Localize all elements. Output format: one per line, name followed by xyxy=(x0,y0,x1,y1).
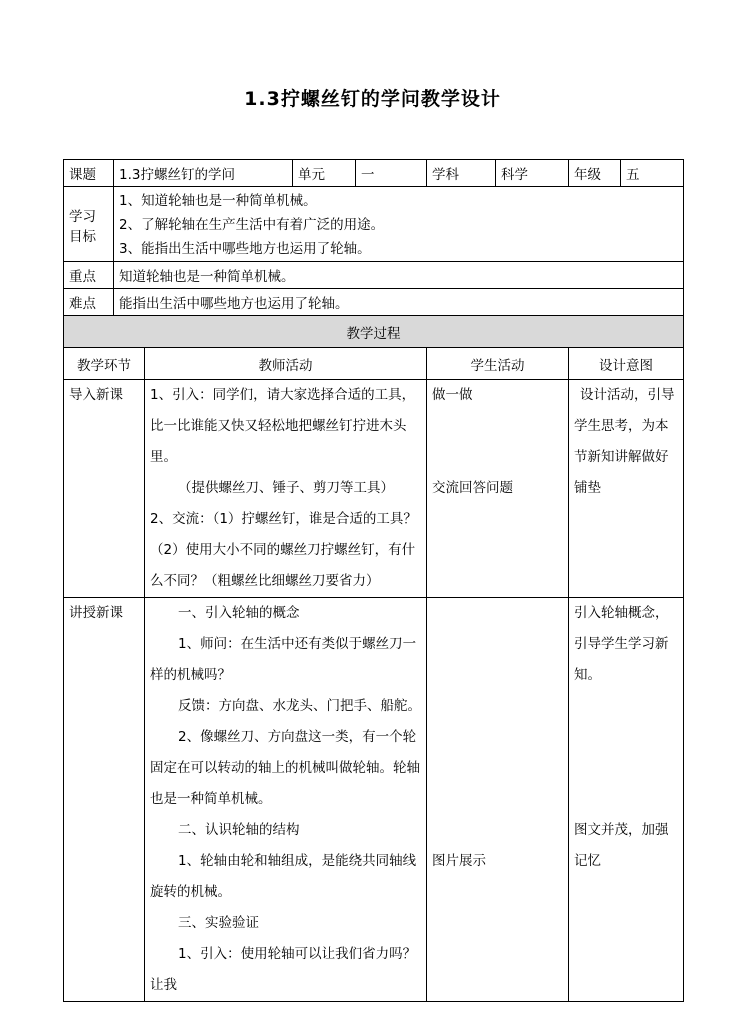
teacher-paragraph: 1、师问：在生活中还有类似于螺丝刀一样的机械吗？ xyxy=(150,636,417,683)
column-header-student: 学生活动 xyxy=(427,348,569,380)
grade-label: 年级 xyxy=(569,160,621,187)
student-activity-cell xyxy=(427,380,569,598)
teacher-paragraph: 一、引入轮轴的概念 xyxy=(178,605,300,621)
teacher-paragraph: （提供螺丝刀、锤子、剪刀等工具） xyxy=(178,480,394,496)
teacher-paragraph: 反馈：方向盘、水龙头、门把手、船舵。 xyxy=(178,698,421,714)
unit-value: 一 xyxy=(356,160,427,187)
teacher-paragraph: 三、实验验证 xyxy=(178,915,259,931)
column-header-teacher: 教师活动 xyxy=(145,348,427,380)
teacher-paragraph: 1、引入：使用轮轴可以让我们省力吗？让我 xyxy=(150,946,417,993)
teacher-paragraph: 2、像螺丝刀、方向盘这一类，有一个轮固定在可以转动的轴上的机械叫做轮轴。轮轴也是一种简单机械。 xyxy=(150,729,420,807)
document-title: 1.3拧螺丝钉的学问教学设计 xyxy=(244,88,501,110)
column-header-intent: 设计意图 xyxy=(569,348,684,380)
goals-label-line-2: 目标 xyxy=(69,229,96,245)
student-activity: 图片展示 xyxy=(432,853,487,869)
teacher-paragraph: 二、认识轮轴的结构 xyxy=(178,822,300,838)
table-row xyxy=(64,380,684,598)
key-point-value: 知道轮轴也是一种简单机械。 xyxy=(114,262,684,289)
student-activity: 做一做 xyxy=(432,387,473,403)
subject-value: 1.3拧螺丝钉的学问 xyxy=(114,160,293,187)
teacher-activity-cell xyxy=(145,598,427,1002)
teacher-paragraph: 2、交流：（1）拧螺丝钉，谁是合适的工具？（2）使用大小不同的螺丝刀拧螺丝钉，有什么不同？（粗螺丝比细螺丝刀要省力） xyxy=(150,511,417,589)
difficulty-row xyxy=(64,289,684,316)
key-point-label: 重点 xyxy=(64,262,114,289)
intent-paragraph: 图文并茂，加强记忆 xyxy=(574,822,669,869)
goal-item: 1、知道轮轴也是一种简单机械。 xyxy=(119,193,317,209)
goals-label xyxy=(64,187,114,262)
key-point-row xyxy=(64,262,684,289)
teacher-paragraph: 1、轮轴由轮和轴组成，是能绕共同轴线旋转的机械。 xyxy=(150,853,417,900)
grade-value: 五 xyxy=(621,160,684,187)
goal-item: 2、了解轮轴在生产生活中有着广泛的用途。 xyxy=(119,217,385,233)
table-row xyxy=(64,598,684,1002)
stage-cell: 导入新课 xyxy=(64,380,145,598)
intent-paragraph: 引入轮轴概念，引导学生学习新知。 xyxy=(574,605,669,683)
goals-row xyxy=(64,187,684,262)
subject-label: 课题 xyxy=(64,160,114,187)
info-row xyxy=(64,160,684,187)
process-header: 教学过程 xyxy=(64,316,684,348)
lesson-plan-table xyxy=(63,159,684,1002)
goals-list xyxy=(114,187,684,262)
difficulty-label: 难点 xyxy=(64,289,114,316)
stage-cell: 讲授新课 xyxy=(64,598,145,1002)
teacher-paragraph: 1、引入：同学们，请大家选择合适的工具，比一比谁能又快又轻松地把螺丝钉拧进木头里。 xyxy=(150,387,416,465)
student-activity: 交流回答问题 xyxy=(432,480,514,496)
discipline-label: 学科 xyxy=(427,160,496,187)
intent-cell: 设计活动，引导学生思考，为本节新知讲解做好铺垫 xyxy=(569,380,684,598)
teacher-activity-cell xyxy=(145,380,427,598)
goals-label-line-1: 学习 xyxy=(69,209,96,225)
unit-label: 单元 xyxy=(293,160,356,187)
column-header-row xyxy=(64,348,684,380)
process-header-row xyxy=(64,316,684,348)
intent-cell xyxy=(569,598,684,1002)
discipline-value: 科学 xyxy=(496,160,569,187)
difficulty-value: 能指出生活中哪些地方也运用了轮轴。 xyxy=(114,289,684,316)
goal-item: 3、能指出生活中哪些地方也运用了轮轴。 xyxy=(119,241,371,257)
student-activity-cell xyxy=(427,598,569,1002)
column-header-stage: 教学环节 xyxy=(64,348,145,380)
